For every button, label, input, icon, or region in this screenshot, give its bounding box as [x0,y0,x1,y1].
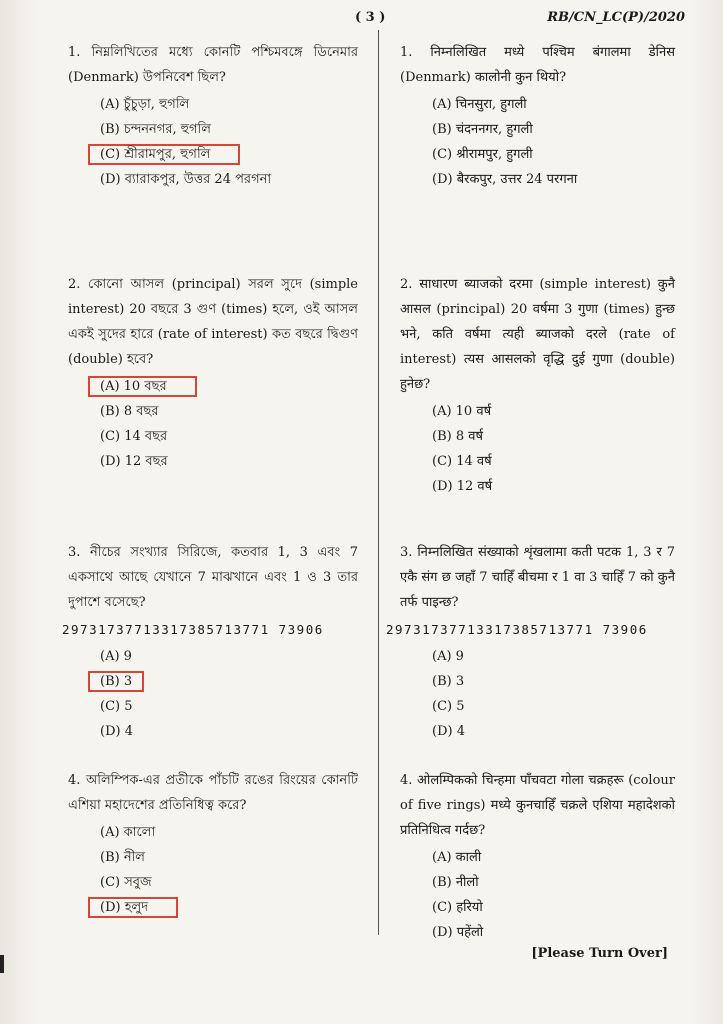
option-b: (B) चंदननगर, हुगली [432,122,533,137]
option-d: (D) 4 [432,724,465,739]
options-list [432,644,675,744]
option-a: (A) চুঁচুড়া, হুগলি [100,97,190,112]
option-c-marked [100,142,358,167]
question-text: 3. निम्नलिखित संख्याको शृंखलामा कती पटक 1, 3 र 7 एकै संग छ जहाँ 7 चाहिँ बीचमा र 1 वा 3 चाहिँ 7 को कुनै तर्फ पाइन्छ? [400,545,675,610]
number-series: 29731737713317385713771 73906 [386,622,648,637]
question-text: 2. কোনো আসল (principal) সরল সুদে (simple interest) 20 বছরে 3 গুণ (times) হলে, ওই আসল একই সুদের হারে (rate of interest) কত বছরে দ্বিগুণ (double) হবে? [68,277,358,367]
option-b: (B) 8 বছর [100,404,159,419]
option-a: (A) 10 वर्ष [432,404,492,419]
option-c: (C) हरियो [432,900,483,915]
option-b: (B) 8 वर्ष [432,429,483,444]
column-divider [378,30,379,935]
question-2-bengali [68,272,358,474]
option-b: (B) নীল [100,850,145,865]
question-text: 4. ओलम्पिकको चिन्हमा पाँचवटा गोला चक्रहरू (colour of five rings) मध्ये कुनचाहिँ चक्रले एशिया महादेशको प्रतिनिधित्व गर्दछ? [400,773,675,838]
option-d: (D) ব্যারাকপুর, উত্তর 24 পরগনা [100,172,272,187]
option-b: (B) চন্দননগর, হুগলি [100,122,211,137]
option-a: (A) चिनसुरा, हुगली [432,97,527,112]
answer-highlight-box: (B) 3 [88,671,144,692]
question-3-nepali [386,540,675,744]
option-a: (A) কালো [100,825,156,840]
option-c: (C) 5 [100,699,133,714]
question-4-nepali [400,768,675,945]
question-4-bengali [68,768,358,920]
question-text: 3. নীচের সংখ্যার সিরিজে, কতবার 1, 3 এবং 7 একসাথে আছে যেখানে 7 মাঝখানে এবং 1 ও 3 তার দুপাশে বসেছে? [68,545,358,610]
question-text: 4. অলিম্পিক-এর প্রতীকে পাঁচটি রঙের রিংয়ের কোনটি এশিয়া মহাদেশের প্রতিনিধিত্ব করে? [68,773,358,813]
option-a: (A) काली [432,850,482,865]
options-list [432,845,675,945]
options-list [100,644,358,744]
option-c: (C) 14 বছর [100,429,168,444]
question-text: 2. साधारण ब्याजको दरमा (simple interest) कुनै आसल (principal) 20 वर्षमा 3 गुणा (times) हुन्छ भने, कति वर्षमा त्यही ब्याजको दरले (rate of interest) त्यस आसलको वृद्धि दुई गुणा (double) हुनेछ? [400,277,675,392]
document-code: RB/CN_LC(P)/2020 [547,10,685,25]
question-text: 1. নিম্নলিখিতের মধ্যে কোনটি পশ্চিমবঙ্গে ডিনেমার (Denmark) উপনিবেশ ছিল? [68,45,358,85]
option-d: (D) पहेंलो [432,925,484,940]
option-c: (C) श्रीरामपुर, हुगली [432,147,533,162]
option-d: (D) 4 [100,724,133,739]
question-2-nepali [400,272,675,499]
options-list [432,92,675,192]
binding-edge-mark [0,955,4,973]
option-d: (D) बैरकपुर, उत्तर 24 परगना [432,172,578,187]
answer-highlight-box: (C) শ্রীরামপুর, হুগলি [88,144,240,165]
option-a-marked [100,374,358,399]
number-series: 29731737713317385713771 73906 [62,622,324,637]
options-list [100,820,358,920]
answer-highlight-box: (D) হলুদ [88,897,178,918]
option-c: (C) 5 [432,699,465,714]
option-b: (B) 3 [432,674,465,689]
option-d: (D) 12 वर्ष [432,479,493,494]
option-c: (C) সবুজ [100,875,152,890]
options-list [432,399,675,499]
options-list [100,92,358,192]
option-a: (A) 9 [100,649,132,664]
option-d-marked [100,895,358,920]
question-1-bengali [68,40,358,192]
please-turn-over-footer: [Please Turn Over] [531,946,668,961]
question-text: 1. निम्नलिखित मध्ये पश्चिम बंगालमा डेनिस (Denmark) कालोनी कुन थियो? [400,45,675,85]
answer-highlight-box: (A) 10 বছর [88,376,197,397]
option-c: (C) 14 वर्ष [432,454,492,469]
options-list [100,374,358,474]
option-b: (B) नीलो [432,875,479,890]
option-d: (D) 12 বছর [100,454,168,469]
question-1-nepali [400,40,675,192]
option-b-marked [100,669,358,694]
question-3-bengali [62,540,358,744]
option-a: (A) 9 [432,649,464,664]
page-number: ( 3 ) [355,10,386,25]
